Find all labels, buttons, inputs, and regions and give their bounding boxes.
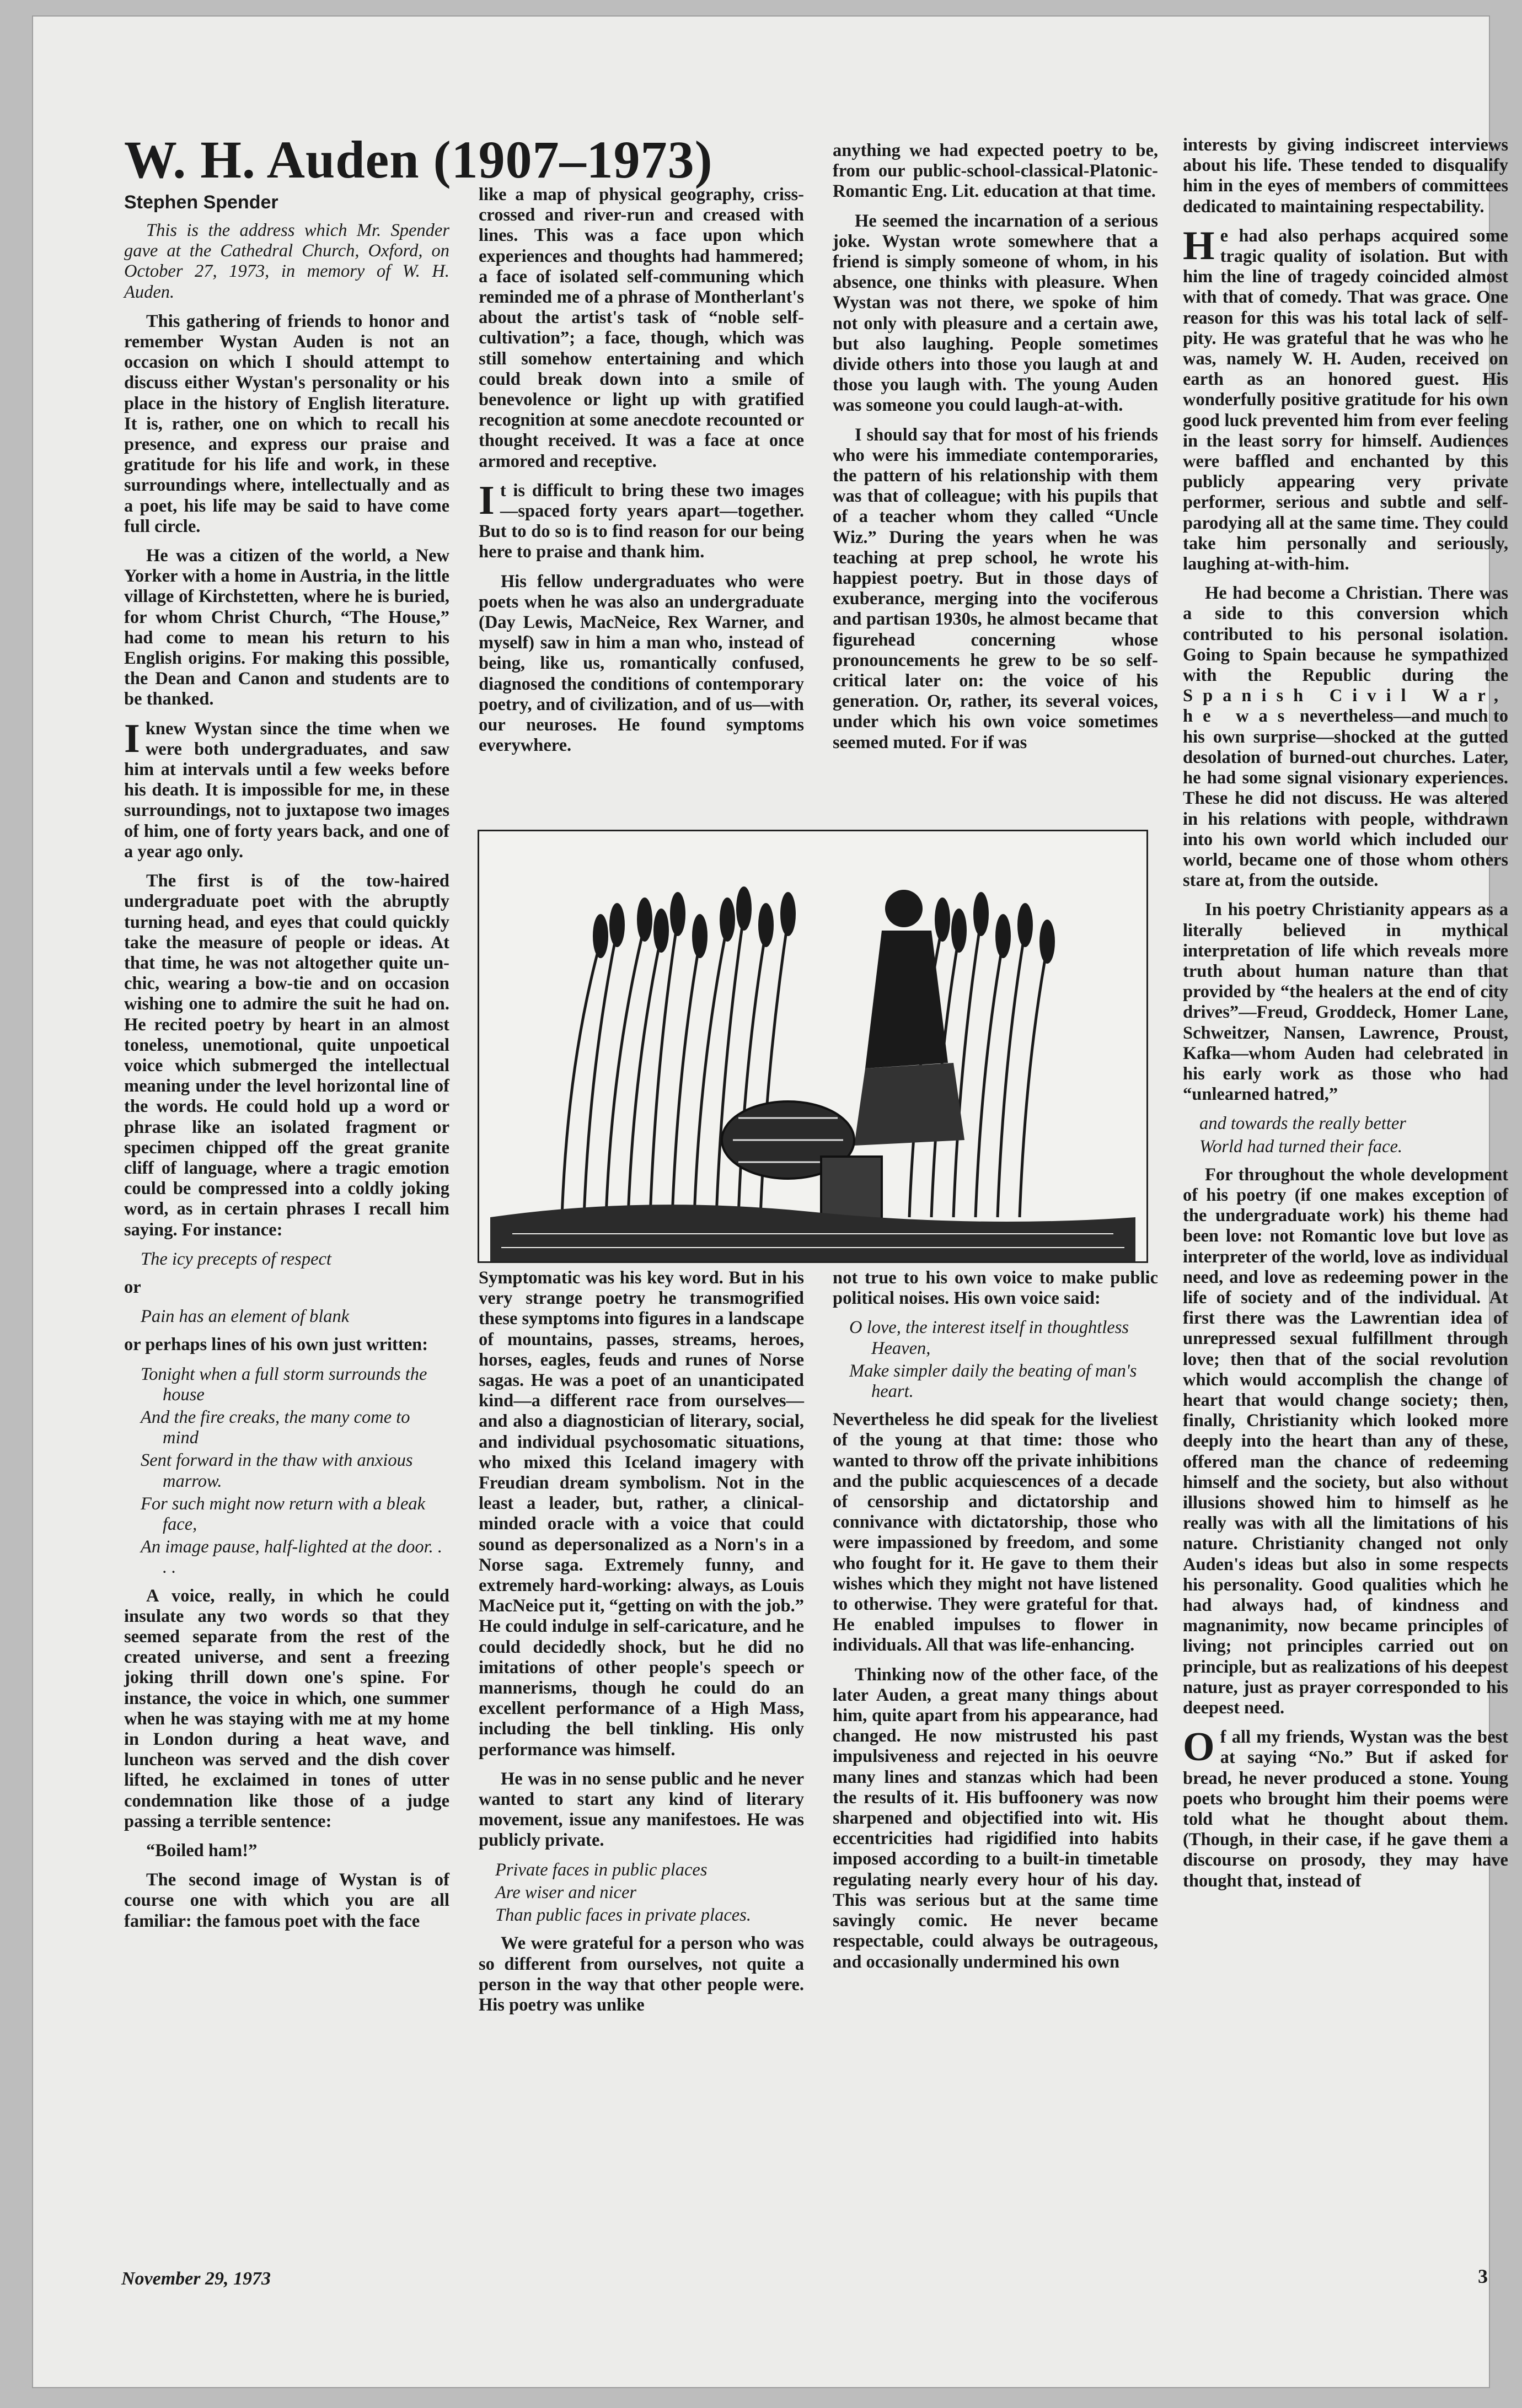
paragraph: He was a citizen of the world, a New Yorker with a home in Austria, in the little village of Kirchstetten, where he is buried, for whom Christ Church, “The House,” had come to mean his return to his English origins. For making this possible, the Dean and Canon and students are to be thanked. [124, 546, 449, 710]
poem-excerpt: and towards the really better World had turned their face. [1199, 1114, 1406, 1157]
paragraph: He had become a Christian. There was a side to this conversion which contributed to his personal isolation. Going to Spain because he sympathized with the Republic during the Spanish Civil War, he was nevertheless—and much to his own surprise—shocked at the gutted desolation of burned-out churches. Later, he had some signal visionary experiences. These he did not discuss. He was altered in his relations with people, withdrawn into his own world which included our world, became one of those whom others stare at, from the outside. [1183, 583, 1509, 891]
poem-excerpt: Private faces in public places Are wiser and nicer Than public faces in private places. [495, 1859, 751, 1926]
poem-excerpt: O love, the interest itself in thoughtless Heaven, Make simpler daily the beating of man's heart. [849, 1318, 1137, 1402]
drop-cap: O [1183, 1724, 1215, 1770]
paragraph: For throughout the whole development of his poetry (if one makes exception of the undergraduate work) his theme had been love: not Romantic love but love as interpreter of the world, love as individual need, and love as redeeming power in the life of society and of the individual. At first there was the Lawrentian idea of unrepressed sexual fulfillment through love; then that of the social revolution which would accomplish the change of heart that would change society; then, finally, Christianity which looked more deeply into the heart than any of these, offered man the chance of redeeming himself and the society, but also without illusions showed him to himself as he really was with all the limitations of his nature. Christianity changed not only Auden's ideas but also in some respects his personality. Good qualities which he had always had, of kindness and magnanimity, now became principles of living; not principles carried out on principle, but as realizations of his deepest nature, just as prayer corresponded to his deepest need. [1183, 1164, 1508, 1718]
paragraph: The first is of the tow-haired undergraduate poet with the abruptly turning head, and eyes that could quickly take the measure of people or ideas. At that time, he was not altogether quite un-chic, wearing a bow-tie and on occasion wishing one to admire the suit he had on. He recited poetry by heart in an almost toneless, unemotional, quite unpoetical voice which submerged the intellectual meaning under the level horizontal line of the words. He could hold up a word or phrase like an isolated fragment or specimen chipped off the great granite cliff of language, where a tragic emotion could be compressed into a coldly joking word, as in certain phrases I recall him saying. For instance: [124, 871, 449, 1240]
column-2-lower [479, 1268, 804, 2024]
column-2-upper [479, 185, 804, 765]
paragraph: Of all my friends, Wystan was the best at saying “No.” But if asked for bread, he never produced a stone. Young poets who brought him their poems were told what he thought about them. (Though, in their case, if he gave them a discourse on prosody, they may have thought that, instead of [1183, 1724, 1508, 1891]
paragraph: He had also perhaps acquired some tragic quality of isolation. But with him the line of tragedy coincided almost with that of comedy. That was grace. One reason for this was his total lack of self-pity. He was grateful that he was who he was, namely W. H. Auden, received on earth as an honored guest. His wonderfully positive gratitude for his own good luck prevented him from ever feeling in the least sorry for himself. Audiences were baffled and enchanted by this publicly appearing very private performer, serious and subtle and self-parodying all at the same time. They could take him personally and seriously, laughing at-with-him. [1183, 223, 1508, 574]
paragraph: This gathering of friends to honor and remember Wystan Auden is not an occasion on which I should attempt to discuss either Wystan's personality or his place in the history of English literature. It is, rather, one on which to recall his presence, and express our praise and gratitude for his life and work, in these surroundings where, intellectually and as a poet, his life may be said to have come full circle. [124, 311, 449, 536]
page-number: 3 [1478, 2265, 1488, 2287]
quotation: Pain has an element of blank [141, 1307, 350, 1327]
column-1 [124, 221, 449, 1941]
paragraph: anything we had expected poetry to be, from our public-school-classical-Platonic-Romantic Eng. Lit. education at that time. [833, 141, 1158, 202]
quotation: The icy precepts of respect [141, 1249, 331, 1269]
article-title: W. H. Auden (1907–1973) [124, 130, 713, 189]
column-3-upper [833, 141, 1158, 762]
column-3-lower [833, 1268, 1158, 1981]
column-4 [1183, 135, 1508, 1900]
connector-text: or [124, 1277, 141, 1297]
paragraph: He seemed the incarnation of a serious joke. Wystan wrote somewhere that a friend is simply someone of whom, in his absence, one thinks with pleasure. When Wystan was not there, we spoke of him not only with pleasure and a certain awe, but also laughing. People sometimes divide others into those you laugh at and those you laugh with. The young Auden was someone you could laugh-at-with. [833, 211, 1158, 416]
paragraph: The second image of Wystan is of course one with which you are all familiar: the famous poet with the face [124, 1870, 449, 1931]
paragraph: Thinking now of the other face, of the later Auden, a great many things about him, quite apart from his appearance, had changed. He now mistrusted his past impulsiveness and rejected in his oeuvre many lines and stanzas which had been the results of it. His buffoonery was now sharpened and objectified into wit. His eccentricities had rigidified into habits imposed according to a built-in timetable regulating nearly every hour of his day. This was serious but at the same time savingly comic. He never became respectable, could always be outrageous, and occasionally undermined his own [833, 1664, 1158, 1972]
drop-cap: H [1183, 223, 1215, 268]
paragraph: Iknew Wystan since the time when we were both undergraduates, and saw him at intervals until a few weeks before his death. It is impossible for me, in these surroundings, not to juxtapose two images of him, one of forty years back, and one of a year ago only. [124, 716, 449, 862]
intro-note: This is the address which Mr. Spender gave at the Cathedral Church, Oxford, on October 27, 1973, in memory of W. H. Auden. [124, 221, 449, 302]
paragraph: He was in no sense public and he never wanted to start any kind of literary movement, issue any manifestoes. He was publicly private. [479, 1769, 804, 1851]
paragraph: Nevertheless he did speak for the liveliest of the young at that time: those who wanted to throw off the private inhibitions and the public acquiescences of a decade of censorship and dictatorship and connivance with dictatorship, those who were impassioned by freedom, and some who fought for it. He gave to them their wishes which they might not have listened to otherwise. They were grateful for that. He enabled impulses to flower in individuals. All that was life-enhancing. [833, 1410, 1158, 1656]
paragraph: His fellow undergraduates who were poets when he was also an undergraduate (Day Lewis, MacNeice, Rex Warner, and myself) saw in him a man who, instead of being, like us, romantically confused, diagnosed the conditions of contemporary poetry, and of civilization, and of us—with our neuroses. He found symptoms everywhere. [479, 571, 804, 756]
issue-date: November 29, 1973 [121, 2269, 271, 2289]
paragraph: or perhaps lines of his own just written: [124, 1335, 428, 1355]
poem-excerpt: Tonight when a full storm surrounds the house And the fire creaks, the many come to mind Sent forward in the thaw with anxious marrow. For such might now return with a bleak face, An image pause, half-lighted at the door. . . . [141, 1364, 443, 1578]
paragraph: It is difficult to bring these two images—spaced forty years apart—together. But to do so is to find reason for our being here to praise and thank him. [479, 477, 804, 562]
author-byline: Stephen Spender [124, 192, 278, 213]
drop-cap: I [479, 477, 495, 523]
paragraph: not true to his own voice to make public political noises. His own voice said: [833, 1268, 1158, 1309]
paragraph: like a map of physical geography, criss-crossed and river-run and creased with lines. This was a face upon which experiences and thoughts had hammered; a face of isolated self-communing which reminded me of a phrase of Montherlant's about the artist's task of “noble self-cultivation”; a face, though, which was still somehow entertaining and which could break down into a smile of benevolence or light up with gratified recognition at some anecdote recounted or thought received. It was a face at once armored and receptive. [479, 185, 804, 471]
wheat-sheaf-icon [479, 831, 1146, 1261]
paragraph: I should say that for most of his friends who were his immediate contemporaries, the pattern of his relationship with them was that of colleague; with his pupils that of a teacher whom they called “Uncle Wiz.” During the years when he was teaching at prep school, he wrote his happiest poetry. But in those days of exuberance, merging into the vociferous and partisan 1930s, he almost became that figurehead concerning whose pronouncements he grew to be so self-critical later on: the voice of his generation. Or, rather, its several voices, under which his own voice sometimes seemed muted. For if was [833, 424, 1158, 752]
paragraph: In his poetry Christianity appears as a literally believed in mythical interpretation of life which reveals more truth about human nature than that provided by “the healers at the end of city drives”—Freud, Groddeck, Homer Lane, Schweitzer, Nansen, Lawrence, Proust, Kafka—whom Auden had celebrated in his early work as those who had “unlearned hatred,” [1183, 900, 1508, 1105]
paragraph: interests by giving indiscreet interviews about his life. These tended to disqualify him in the eyes of members of committees dedicated to maintaining respectability. [1183, 135, 1508, 217]
drop-cap: I [124, 716, 140, 761]
paragraph: A voice, really, in which he could insulate any two words so that they seemed separate from the rest of the created universe, and sent a freezing joking thrill down one's spine. For instance, the voice in which, one summer when he was staying with me at my home in London during a heat wave, and luncheon was served and the dish cover lifted, he exclaimed in tones of utter condemnation like those of a judge passing a terrible sentence: [124, 1585, 449, 1831]
paragraph: Symptomatic was his key word. But in his very strange poetry he transmogrified these symptoms into figures in a landscape of mountains, passes, streams, heroes, horses, eagles, feuds and runes of Norse sagas. He was a poet of an unanticipated kind—a different race from ourselves—and also a diagnostician of literary, social, and individual psychosomatic situations, who mixed this Iceland imagery with Freudian dream symbolism. Not in the least a leader, but, rather, a clinical-minded oracle with a voice that could sound as depersonalized as a Norn's in a Norse saga. Extremely funny, and extremely hard-working: always, as Louis MacNeice put it, “getting on with the job.” He could indulge in self-caricature, and he could decidedly shock, but he did no imitations of other people's speech or mannerisms, though he could do an excellent performance of a High Mass, including the bell tinkling. His only performance was himself. [479, 1268, 804, 1760]
paragraph: We were grateful for a person who was so different from ourselves, not quite a person in the way that other people were. His poetry was unlike [479, 1933, 804, 2015]
paragraph: “Boiled ham!” [146, 1841, 258, 1861]
newspaper-page [33, 17, 1509, 2387]
harvest-engraving-illustration [478, 830, 1148, 1263]
